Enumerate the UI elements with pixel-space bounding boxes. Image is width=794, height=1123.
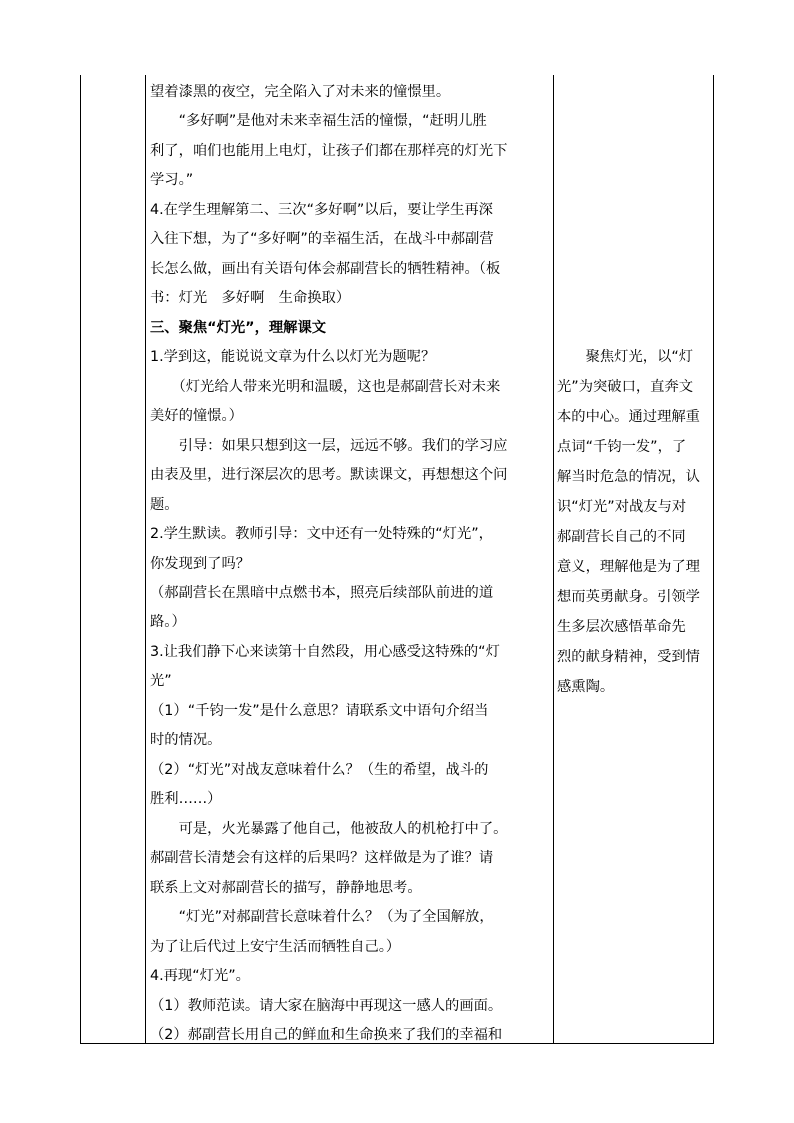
text-line: （2）“灯光”对战友意味着什么？（生的希望，战斗的 [150, 761, 489, 778]
text-line: 你发现到了吗？ [150, 555, 251, 572]
text-line: 入往下想，为了“多好啊”的幸福生活，在战斗中郝副营 [150, 231, 494, 248]
table-col-divider-2 [553, 75, 554, 1043]
text-line: 郝副营长清楚会有这样的后果吗？这样做是为了谁？请 [150, 850, 494, 867]
text-line: （2）郝副营长用自己的鲜血和生命换来了我们的幸福和 [150, 1027, 503, 1043]
text-line: 胜利……） [150, 791, 222, 808]
text-line: 4.再现“灯光”。 [150, 968, 250, 985]
text-line: 书：灯光 多好啊 生命换取） [150, 290, 351, 307]
text-line: 利了，咱们也能用上电灯，让孩子们都在那样亮的灯光下 [150, 142, 508, 159]
side-text-line: 点词“千钧一发”，了 [557, 439, 687, 455]
side-text-line: 意义，理解他是为了理 [557, 559, 700, 575]
section-heading: 三、聚焦“灯光”，理解课文 [150, 319, 327, 336]
side-text-line: 想而英勇献身。引领学 [557, 589, 700, 605]
text-line: 长怎么做，画出有关语句体会郝副营长的牺牲精神。（板 [150, 260, 501, 277]
text-line: 3.让我们静下心来读第十自然段，用心感受这特殊的“灯 [150, 643, 500, 660]
text-line: 题。 [150, 496, 179, 513]
text-line: （1）教师范读。请大家在脑海中再现这一感人的画面。 [150, 997, 503, 1014]
text-line: 路。） [150, 614, 186, 631]
text-line: 引导：如果只想到这一层，远远不够。我们的学习应 [150, 437, 508, 454]
text-line: 望着漆黑的夜空，完全陷入了对未来的憧憬里。 [150, 84, 451, 100]
text-line: “灯光”对郝副营长意味着什么？（为了全国解放， [150, 909, 494, 926]
text-line: 时的情况。 [150, 732, 222, 749]
text-line: 由表及里，进行深层次的思考。默读课文，再想想这个问 [150, 467, 508, 484]
text-line: （1）“千钧一发”是什么意思？请联系文中语句介绍当 [150, 702, 489, 719]
side-text-line: 郝副营长自己的不同 [557, 529, 686, 545]
text-line: 为了让后代过上安宁生活而牺牲自己。） [150, 938, 401, 955]
text-line: “多好啊”是他对未来幸福生活的憧憬，“赶明儿胜 [150, 113, 487, 130]
side-text-line: 感熏陶。 [557, 679, 615, 695]
table-col-divider-1 [145, 75, 146, 1043]
side-text-line: 生多层次感悟革命先 [557, 619, 686, 635]
table-right-border [713, 75, 714, 1043]
side-text-line: 聚焦灯光，以“灯 [557, 349, 694, 365]
text-line: 可是，火光暴露了他自己，他被敌人的机枪打中了。 [150, 820, 508, 837]
text-line: 1.学到这，能说说文章为什么以灯光为题呢？ [150, 349, 436, 366]
side-text-line: 烈的献身精神，受到情 [557, 649, 700, 665]
text-line: 4.在学生理解第二、三次“多好啊”以后，要让学生再深 [150, 201, 493, 218]
text-line: （灯光给人带来光明和温暖，这也是郝副营长对未来 [150, 378, 501, 395]
text-line: 光” [150, 673, 172, 690]
text-line: 美好的憧憬。） [150, 408, 243, 425]
side-text-line: 光”为突破口，直奔文 [557, 379, 694, 395]
table-left-border [80, 75, 81, 1043]
text-line: 学习。” [150, 172, 194, 189]
text-line: 2.学生默读。教师引导：文中还有一处特殊的“灯光”， [150, 526, 493, 543]
side-text-line: 解当时危急的情况，认 [557, 469, 700, 485]
side-text-line: 本的中心。通过理解重 [557, 409, 700, 425]
text-line: （郝副营长在黑暗中点燃书本，照亮后续部队前进的道 [150, 584, 494, 601]
side-text-line: 识“灯光”对战友与对 [557, 499, 687, 515]
text-line: 联系上文对郝副营长的描写，静静地思考。 [150, 879, 422, 896]
